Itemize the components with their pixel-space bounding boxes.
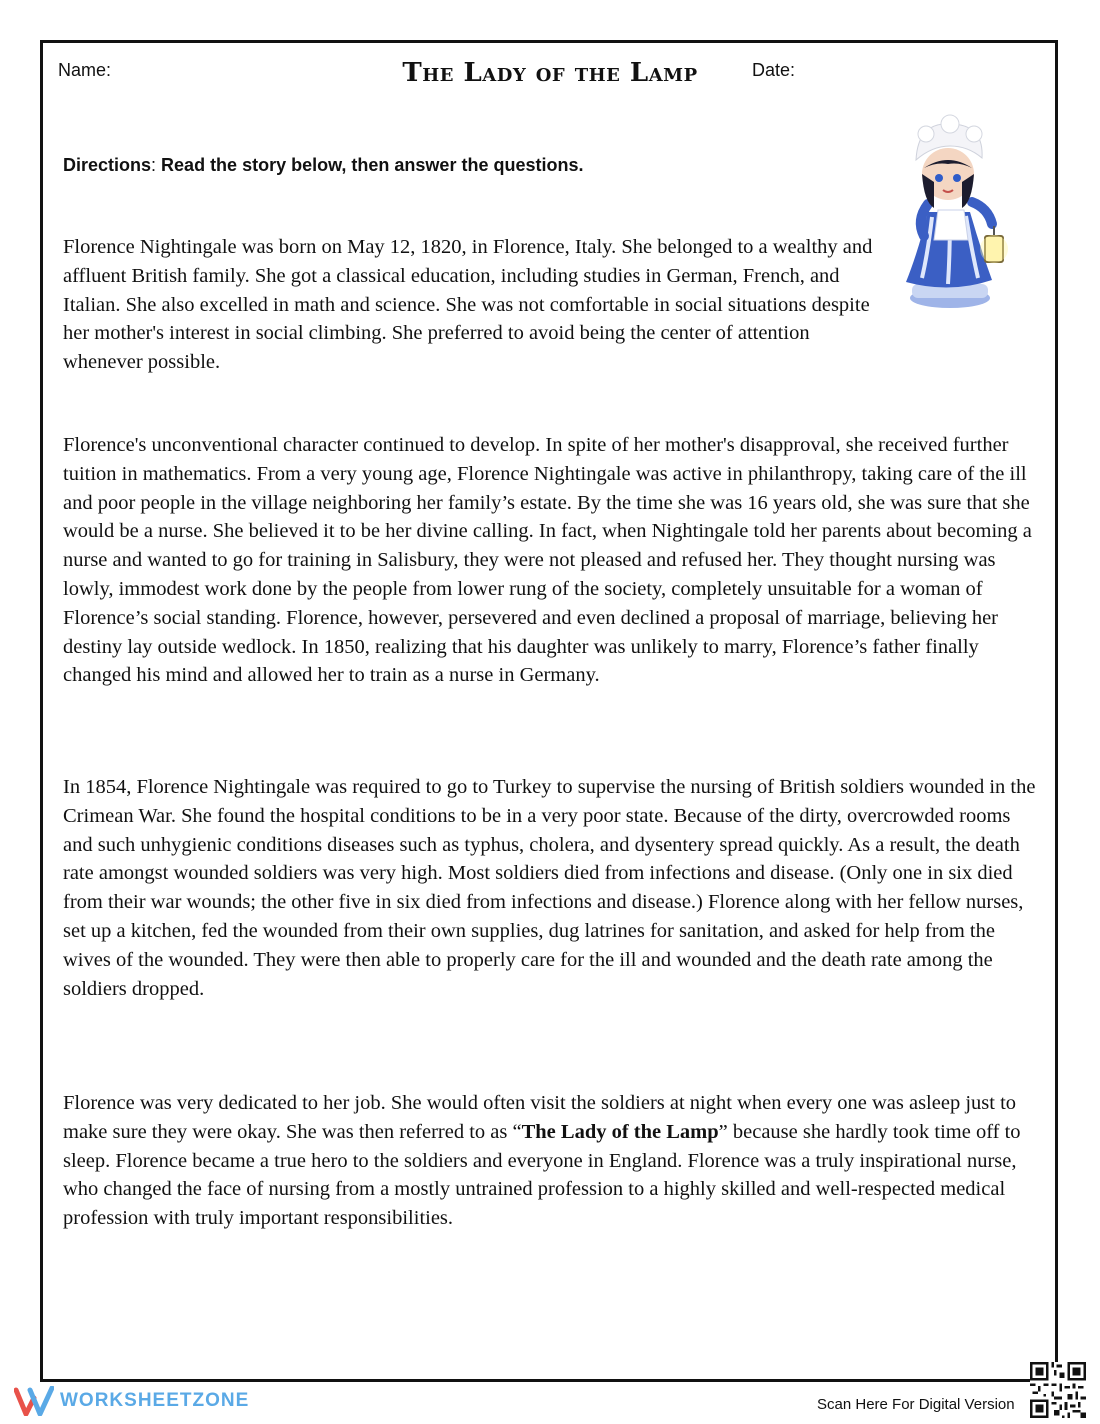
nurse-with-lamp-illustration bbox=[888, 112, 1016, 312]
logo-text: WORKSHEETZONE bbox=[60, 1390, 250, 1411]
qr-code-icon[interactable] bbox=[1030, 1362, 1086, 1418]
name-label: Name: bbox=[58, 60, 112, 80]
worksheetzone-logo-icon bbox=[14, 1386, 54, 1416]
date-label: Date: bbox=[752, 60, 796, 80]
page-title: The Lady of the Lamp bbox=[402, 58, 698, 88]
lady-of-the-lamp-phrase: The Lady of the Lamp bbox=[521, 1120, 719, 1143]
paragraph-4-after: ” because she hardly took time off to sleep. Florence became a true hero to the soldiers and everyone in England. Florence was a truly inspirational nurse, who changed the face of nursing from a mostly untrained profession to a highly skilled and well-respected medical profession with truly important responsibilities. bbox=[63, 1120, 1021, 1230]
worksheetzone-logo[interactable] bbox=[14, 1385, 249, 1417]
story-paragraph-1: Florence Nightingale was born on May 12, 1820, in Florence, Italy. She belonged to a wealthy and affluent British family. She got a classical education, including studies in German, French, and Italian. She also excelled in math and science. She was not comfortable in social situations despite her mother's interest in social climbing. She preferred to avoid being the center of attention whenever possible. bbox=[63, 236, 873, 374]
story-paragraph-2: Florence's unconventional character continued to develop. In spite of her mother's disapproval, she received further tuition in mathematics. From a very young age, Florence Nightingale was active in philanthropy, taking care of the ill and poor people in the village neighboring her family’s estate. By the time she was 16 years old, she was sure that she would be a nurse. She believed it to be her divine calling. In fact, when Nightingale told her parents about becoming a nurse and wanted to go for training in Salisbury, they were not pleased and refused her. They thought nursing was lowly, immodest work done by the people from lower rung of the society, completely unsuitable for a woman of Florence’s social standing. Florence, however, persevered and even declined a proposal of marriage, believing her destiny lay outside wedlock. In 1850, realizing that his daughter was unlikely to marry, Florence’s father finally changed his mind and allowed her to train as a nurse in Germany. bbox=[63, 434, 1032, 687]
directions bbox=[63, 155, 583, 176]
directions-label: Directions bbox=[63, 155, 152, 175]
paragraph-4-before: Florence was very dedicated to her job. She would often visit the soldiers at night when every one was asleep just to make sure they were okay. She was then referred to as “ bbox=[63, 1092, 1017, 1143]
directions-text: Read the story below, then answer the questions. bbox=[156, 155, 584, 175]
directions-separator: : bbox=[151, 155, 157, 175]
story-paragraph-3: In 1854, Florence Nightingale was required to go to Turkey to supervise the nursing of British soldiers wounded in the Crimean War. She found the hospital conditions to be in a very poor state. Because of the dirty, overcrowded rooms and such unhygienic conditions diseases such as typhus, cholera, and dysentery spread quickly. As a result, the death rate amongst wounded soldiers was very high. Most soldiers died from infections and disease. (Only one in six died from their war wounds; the other five in six died from infections and disease.) Florence along with her fellow nurses, set up a kitchen, fed the wounded from their own supplies, dug latrines for sanitation, and asked for help from the wives of the wounded. They were then able to properly care for the ill and wounded and the death rate among the soldiers dropped. bbox=[63, 776, 1036, 1000]
scan-caption: Scan Here For Digital Version bbox=[817, 1396, 1015, 1413]
story-paragraph-4 bbox=[63, 1089, 1043, 1233]
